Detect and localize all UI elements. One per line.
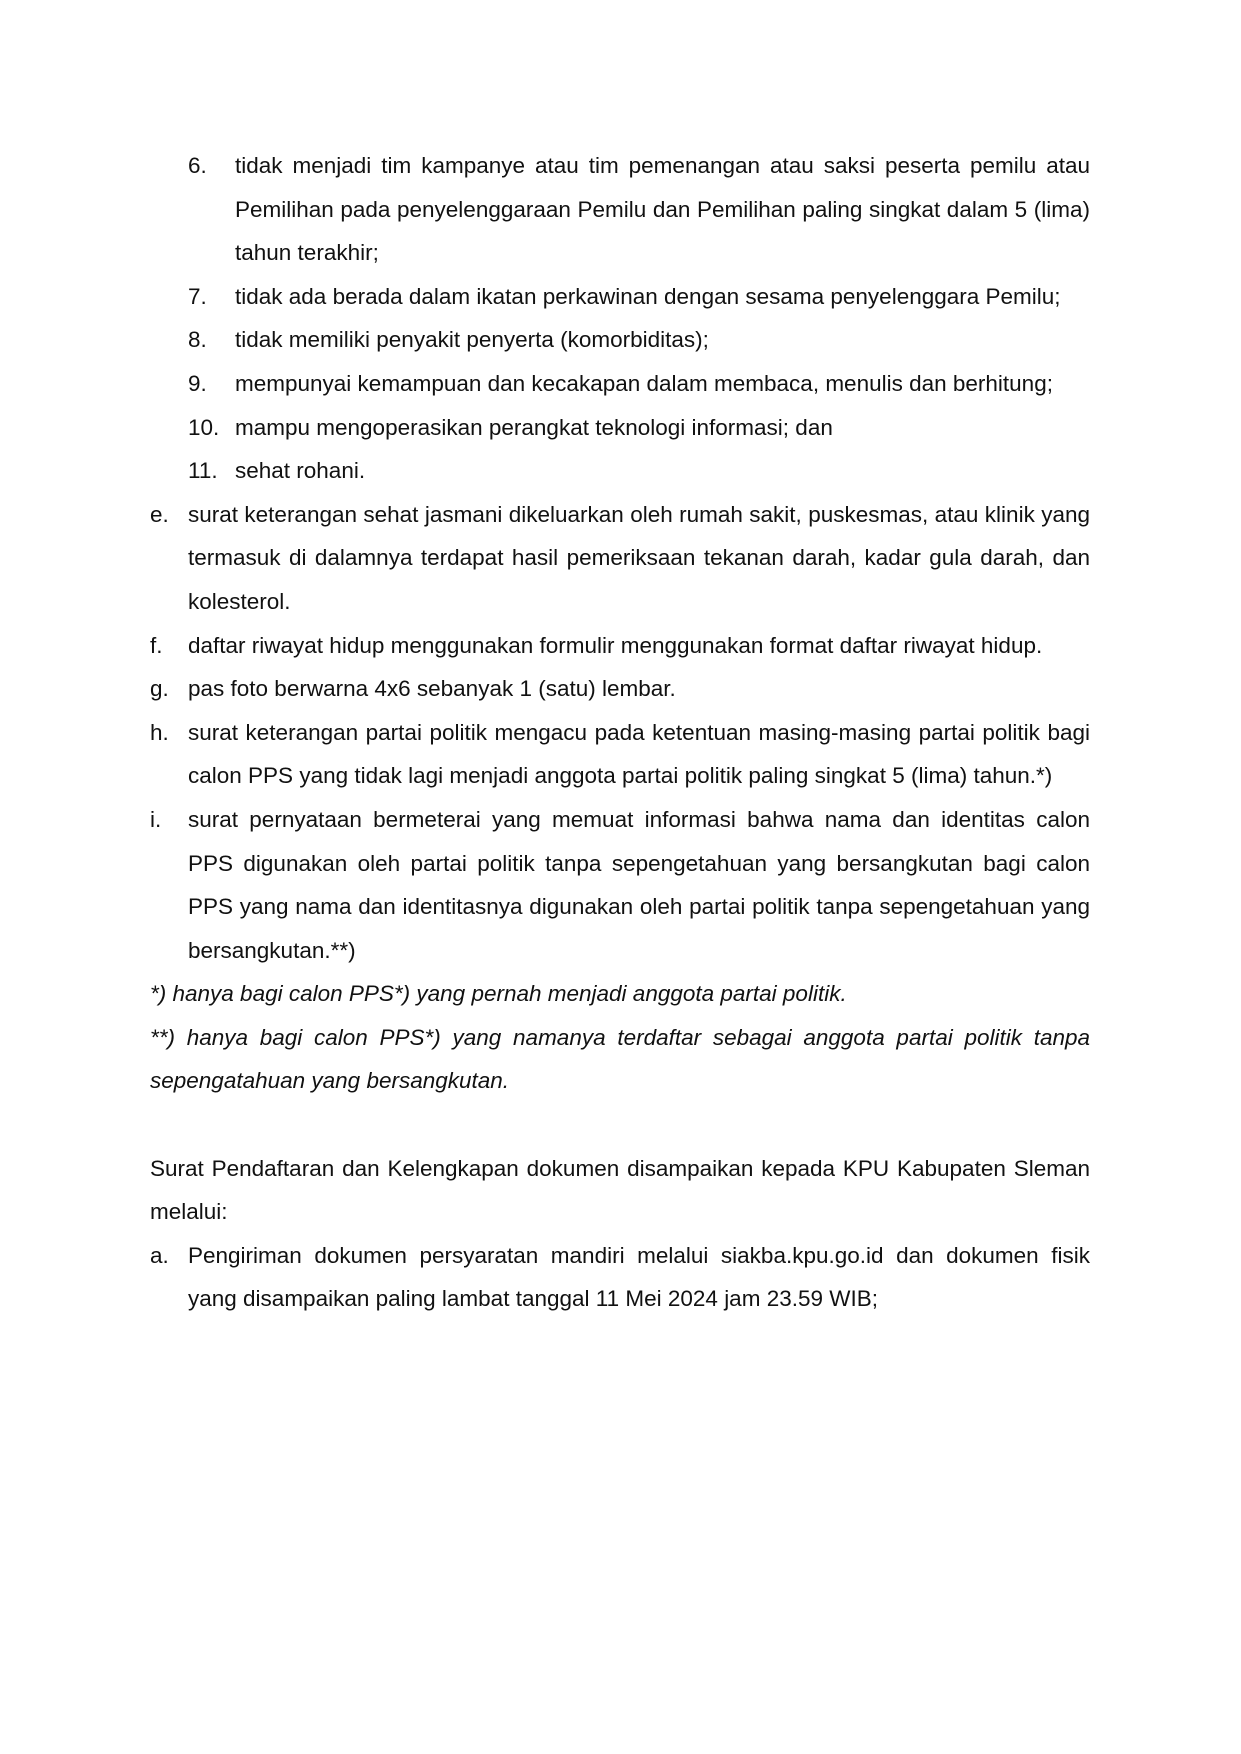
list-item-text: tidak menjadi tim kampanye atau tim pemenangan atau saksi peserta pemilu atau Pemilihan pada penyelenggaraan Pemilu dan Pemilihan paling singkat dalam 5 (lima) tahun terakhir;: [235, 153, 1090, 266]
list-marker: a.: [150, 1242, 169, 1268]
list-item: [188, 144, 1090, 275]
list-item-text: surat keterangan sehat jasmani dikeluarkan oleh rumah sakit, puskesmas, atau klinik yang termasuk di dalamnya terdapat hasil pemeriksaan tekanan darah, kadar gula darah, dan kolesterol.: [188, 501, 1090, 614]
list-item: [188, 449, 1090, 493]
footnote-double-asterisk: **) hanya bagi calon PPS*) yang namanya terdaftar sebagai anggota partai politik tanpa sepengatahuan yang bersangkutan.: [150, 1024, 1090, 1094]
list-item: [188, 318, 1090, 362]
list-marker: 8.: [188, 327, 207, 353]
list-item: [150, 624, 1090, 668]
list-item-text: mempunyai kemampuan dan kecakapan dalam membaca, menulis dan berhitung;: [235, 370, 1053, 396]
list-item-text: tidak ada berada dalam ikatan perkawinan dengan sesama penyelenggara Pemilu;: [235, 283, 1061, 309]
list-item: [188, 362, 1090, 406]
list-marker: h.: [150, 719, 169, 745]
list-marker: f.: [150, 632, 163, 658]
list-item-text: pas foto berwarna 4x6 sebanyak 1 (satu) lembar.: [188, 676, 676, 702]
footnote-single-asterisk: *) hanya bagi calon PPS*) yang pernah menjadi anggota partai politik.: [150, 981, 847, 1007]
list-item-text: daftar riwayat hidup menggunakan formulir menggunakan format daftar riwayat hidup.: [188, 632, 1043, 658]
list-marker: 6.: [188, 153, 207, 178]
list-marker: 9.: [188, 370, 207, 396]
list-item-text: surat keterangan partai politik mengacu pada ketentuan masing-masing partai politik bagi calon PPS yang tidak lagi menjadi anggota partai politik paling singkat 5 (lima) tahun.*): [188, 719, 1090, 789]
list-item: [188, 406, 1090, 450]
list-marker: 10.: [188, 414, 220, 440]
list-marker: 11.: [188, 458, 218, 484]
list-marker: g.: [150, 676, 169, 702]
document-page: [150, 144, 1090, 1321]
list-item-text: mampu mengoperasikan perangkat teknologi informasi; dan: [235, 414, 833, 440]
list-item: [188, 275, 1090, 319]
list-item-text: Pengiriman dokumen persyaratan mandiri melalui siakba.kpu.go.id dan dokumen fisik yang disampaikan paling lambat tanggal 11 Mei 2024 jam 23.59 WIB;: [188, 1242, 1090, 1312]
list-item-text: sehat rohani.: [235, 458, 366, 484]
list-item: [150, 493, 1090, 624]
submission-intro: Surat Pendaftaran dan Kelengkapan dokumen disampaikan kepada KPU Kabupaten Sleman melalui:: [150, 1155, 1090, 1225]
list-item: [150, 798, 1090, 972]
list-item: [150, 667, 1090, 711]
list-item-text: surat pernyataan bermeterai yang memuat informasi bahwa nama dan identitas calon PPS digunakan oleh partai politik tanpa sepengetahuan yang bersangkutan bagi calon PPS yang nama dan identitasnya digunakan oleh partai politik tanpa sepengetahuan yang bersangkutan.**): [188, 806, 1090, 963]
submission-methods-list: [150, 1234, 1090, 1321]
list-item-text: tidak memiliki penyakit penyerta (komorbiditas);: [235, 327, 709, 353]
list-item: [150, 711, 1090, 798]
list-marker: i.: [150, 806, 162, 832]
list-marker: e.: [150, 501, 169, 527]
lettered-documents-list: [150, 493, 1090, 973]
list-item: [150, 1234, 1090, 1321]
list-marker: 7.: [188, 283, 207, 309]
numbered-requirements-list: [188, 144, 1090, 493]
blank-line: [150, 1103, 1090, 1147]
